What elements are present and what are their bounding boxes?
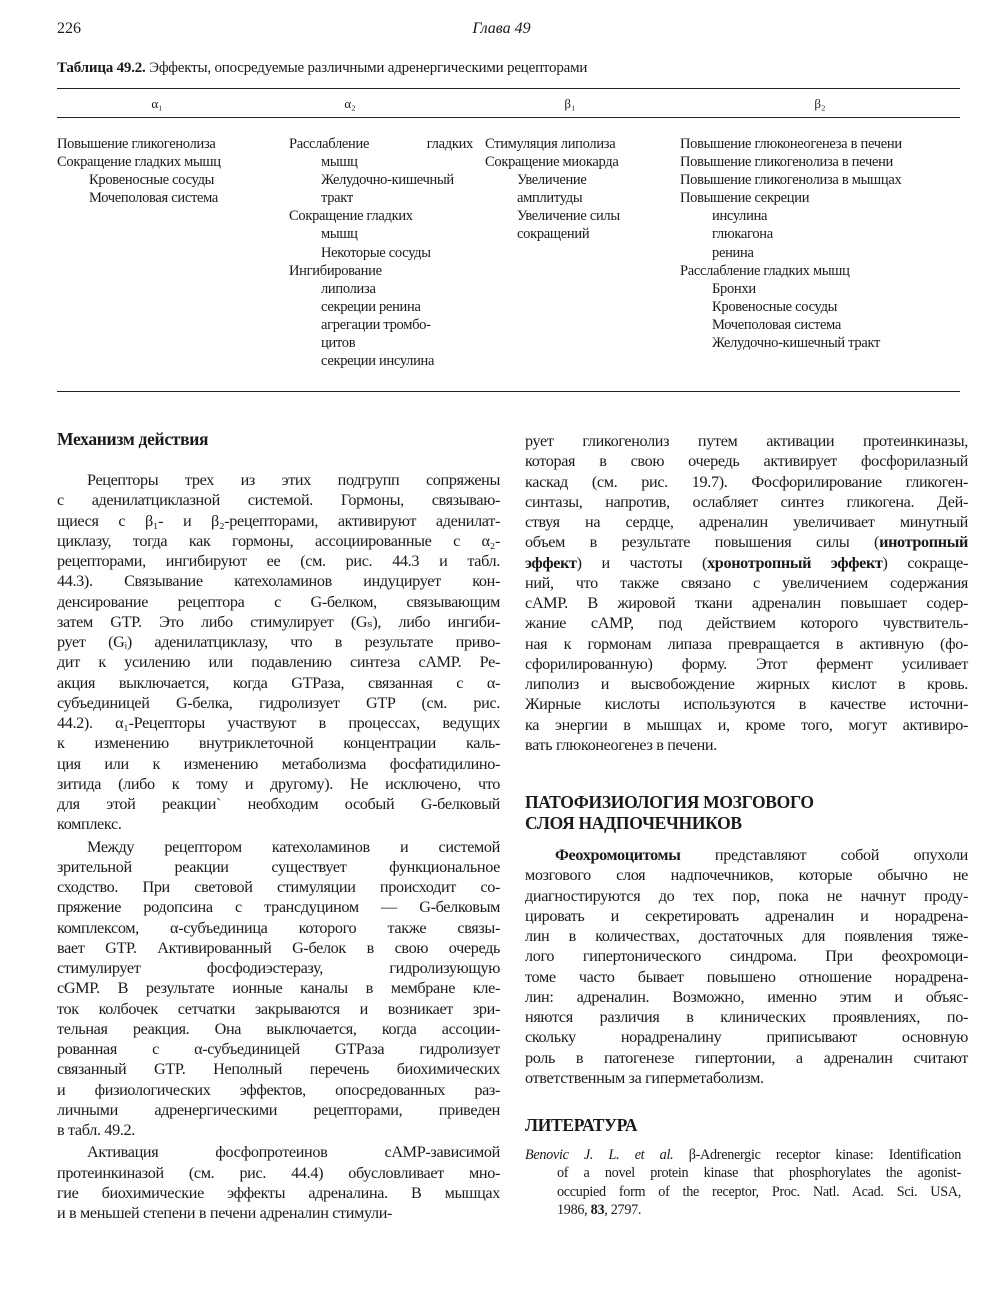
text-line: протеинкиназой (см. рис. 44.4) обусловливает мно- <box>57 1163 500 1182</box>
table-cell: Мочеполовая система <box>89 190 219 207</box>
paragraph <box>57 470 500 835</box>
text-line: объем в результате повышения силы (инотропный <box>525 533 968 552</box>
table-cell: Кровеносные сосуды <box>89 172 215 189</box>
table-cell: Мочеполовая система <box>712 316 842 333</box>
text-line: скольку норадреналину приписывают основную <box>525 1028 968 1047</box>
text-line: синтазы, напротив, ослабляет синтез гликогена. Дей- <box>525 492 968 511</box>
text-line: связанный GTP. Неполный перечень биохимических <box>57 1060 500 1079</box>
table-cell: Бронхи <box>712 280 756 297</box>
table-caption-label: Таблица 49.2. <box>57 60 146 76</box>
table-cell: Повышение гликогенолиза <box>57 136 216 152</box>
right-column-continuation <box>525 431 968 755</box>
table-cell: агрегации тромбо- <box>321 316 431 333</box>
table-cell: глюкагона <box>712 226 773 243</box>
text-line: вает GTP. Активированный G-белок в свою очередь <box>57 938 500 957</box>
literature-heading: ЛИТЕРАТУРА <box>525 1115 638 1135</box>
text-line: и в меньшей степени в печени адреналин стимули- <box>57 1204 393 1222</box>
text-line: ток колбочек сетчатки закрываются и возникает зри- <box>57 999 500 1018</box>
text-line: cAMP. В жировой ткани адреналин повышает содер- <box>525 594 968 612</box>
text-line: стимулирует фосфодиэстеразу, гидролизующую <box>57 959 500 977</box>
text-line: томе часто бывает повышено отношение норадрена- <box>525 967 968 986</box>
text-line: ная к гормонам липаза превращается в активную (фо- <box>525 634 968 653</box>
table-cell: Стимуляция липолиза <box>485 136 616 152</box>
text-line: Активация фосфопротеинов cAMP-зависимой <box>87 1143 500 1162</box>
table-cell: мышц <box>321 226 358 243</box>
text-line: диагностируются до тех пор, пока не начнут проду- <box>525 886 968 905</box>
table-cell: липолиза <box>321 280 376 297</box>
text-line: сфорилированную) форму. Этот фермент усиливает <box>525 654 968 673</box>
text-line: ция или к изменению метаболизма фосфатидилино- <box>57 754 500 773</box>
table-cell: Повышение секреции <box>680 190 810 207</box>
section-heading-mechanism: Механизм действия <box>57 429 209 449</box>
reference-year: 1986, <box>557 1202 591 1219</box>
text-line: для этой реакции` необходим особый G-белковый <box>57 795 500 813</box>
table-bottom-rule <box>57 391 960 392</box>
text-line: денсирование рецептора с G-белком, связывающим <box>57 592 500 611</box>
text-line: ка энергии в мышцах и, кроме того, могут активиро- <box>525 715 968 734</box>
text-line: мозгового слоя надпочечников, которые обычно не <box>525 866 968 885</box>
reference-authors: Benovic J. L. et al. <box>525 1147 674 1163</box>
text-line: cGMP. В результате ионные каналы в мембране кле- <box>57 979 500 998</box>
table-column-alpha2 <box>289 135 473 370</box>
table-cell: Повышение гликогенолиза в мышцах <box>680 172 902 189</box>
table-cell: Сокращение гладких мышц <box>57 154 221 171</box>
table-cell: инсулина <box>712 208 768 225</box>
table-cell: Сокращение гладких <box>289 208 413 225</box>
text-line: рует гликогенолиз путем активации протеинкиназы, <box>525 432 968 450</box>
table-column-beta2 <box>680 135 902 352</box>
heading-line-2: СЛОЯ НАДПОЧЕЧНИКОВ <box>525 813 742 833</box>
text-line: в табл. 49.2. <box>57 1121 135 1139</box>
term-pheochromocytoma: Феохромоцитомы <box>555 846 681 864</box>
table-cell: Некоторые сосуды <box>321 244 431 261</box>
table-top-rule <box>57 88 960 89</box>
table-cell: Кровеносные сосуды <box>712 298 838 315</box>
table-caption-text: Эффекты, опосредуемые различными адренергическими рецепторами <box>145 60 588 76</box>
text-line: зитида (либо к тому и другому). Не исключено, что <box>57 774 500 793</box>
left-column-text <box>57 470 500 1223</box>
table-cell: сокращений <box>517 226 590 243</box>
table-header-alpha2: α₂ <box>344 96 356 111</box>
text-line: ответственным за гиперметаболизм. <box>525 1068 764 1087</box>
text-line: цировать и секретировать адреналин и норадрена- <box>525 906 968 925</box>
text-line: личными адренергическими рецепторами, приведен <box>57 1100 500 1119</box>
text-line: сходство. При световой стимуляции происходит со- <box>57 878 500 896</box>
table-cell: Ингибирование <box>289 262 382 279</box>
text-line: 44.3). Связывание катехоламинов индуцирует кон- <box>57 572 500 591</box>
text-line: к изменению внутриклеточной концентрации каль- <box>57 734 500 753</box>
table-cell: секреции ренина <box>321 298 421 315</box>
table-caption <box>57 60 587 77</box>
text-line: вать глюконеогенез в печени. <box>525 735 717 754</box>
table-cell: мышц <box>321 154 358 171</box>
table-cell: Желудочно-кишечный тракт <box>712 335 881 352</box>
text-line: рует (Gᵢ) аденилатциклазу, что в результате приво- <box>57 633 500 651</box>
text-line: комплексом, α-субъединица которого также связы- <box>57 918 500 937</box>
table-cell: Увеличение <box>517 172 587 189</box>
text-line: няются различия в клинических проявлениях, по- <box>525 1008 968 1026</box>
table-column-beta1 <box>485 135 620 244</box>
text-line: жание cAMP, под действием которого чувствитель- <box>525 614 968 633</box>
text-line: субъединицей G-белка, гидролизует GTP (см. рис. <box>57 693 500 712</box>
text-line: Жирные кислоты используются в качестве источни- <box>525 695 968 714</box>
reference-entry <box>525 1146 961 1220</box>
table-cell: амплитуды <box>517 190 583 207</box>
text-line: циклазу, тогда как гормоны, ассоциированные с α₂- <box>57 531 500 550</box>
table-cell: Желудочно-кишечный <box>321 172 454 189</box>
table-header-beta2: β₂ <box>814 96 826 111</box>
text-line: гие биохимические эффекты адреналина. В мышцах <box>57 1183 500 1202</box>
reference-line: of a novel protein kinase that phosphorylates the agonist- <box>557 1165 961 1182</box>
heading-line-1: ПАТОФИЗИОЛОГИЯ МОЗГОВОГО <box>525 792 814 812</box>
text-line: щиеся с β₁- и β₂-рецепторами, активируют аденилат- <box>57 511 500 530</box>
text-line: затем GTP. Это либо стимулирует (Gₛ), либо ингиби- <box>57 612 500 631</box>
text-line: эффект) и частоты (хронотропный эффект) сокраще- <box>525 553 968 572</box>
reference-volume: 83 <box>590 1202 605 1219</box>
text-line: каскад (см. рис. 19.7). Фосфорилирование гликоген- <box>525 472 968 491</box>
reference-line: occupied form of the receptor, Proc. Natl. Acad. Sci. USA, <box>557 1183 961 1200</box>
text-line: которая в свою очередь активирует фосфорилазный <box>525 452 968 471</box>
table-cell: Расслабление гладких <box>289 136 473 152</box>
table-cell: Увеличение силы <box>517 208 620 225</box>
table-cell: секреции инсулина <box>321 353 435 370</box>
table-header-alpha1: α₁ <box>151 96 163 111</box>
text-line: 44.2). α₁-Рецепторы участвуют в процессах, ведущих <box>57 714 500 732</box>
text-span: представляют собой опухоли <box>680 846 968 864</box>
running-title: Глава 49 <box>472 20 531 37</box>
text-line: дит к усилению или подавлению синтеза cAMP. Ре- <box>57 653 500 672</box>
text-line: комплекс. <box>57 815 122 834</box>
section-heading-pathophysiology <box>525 792 814 834</box>
paragraph <box>57 1142 500 1223</box>
text-line: роль в патогенезе гипертонии, а адреналин считают <box>525 1048 968 1067</box>
page-number: 226 <box>57 20 81 37</box>
table-cell: ренина <box>712 244 754 261</box>
table-column-alpha1 <box>57 135 221 207</box>
text-line: пряжение родопсина с трансдуцином — G-белковым <box>57 898 500 917</box>
table-cell: Сокращение миокарда <box>485 154 619 171</box>
paragraph <box>57 837 500 1141</box>
table-header-rule <box>57 117 960 118</box>
text-line: зрительной реакции существует функциональное <box>57 857 500 876</box>
text-line: рецепторами, ингибируют ее (см. рис. 44.3 и табл. <box>57 552 500 570</box>
text-line: тельная реакция. Она выключается, когда ассоции- <box>57 1019 500 1038</box>
table-cell: цитов <box>321 335 356 352</box>
table-header-beta1: β₁ <box>564 96 576 111</box>
table-cell: Расслабление гладких мышц <box>680 262 850 279</box>
table-cell: Повышение гликогенолиза в печени <box>680 154 894 171</box>
table-cell: Повышение глюконеогенеза в печени <box>680 136 902 152</box>
pheochromocytoma-paragraph <box>525 845 968 1088</box>
text-line: лин: адреналин. Возможно, именно этим и объяс- <box>525 987 968 1006</box>
text-line: и физиологических эффектов, опосредованных раз- <box>57 1080 500 1099</box>
text-line: ствуя на сердце, адреналин увеличивает минутный <box>525 513 968 531</box>
text-line: рованная с α-субъединицей GTPаза гидролизует <box>57 1040 500 1058</box>
text-line: лин в количествах, достаточных для появления тяже- <box>525 927 968 945</box>
reference-pages: , 2797. <box>604 1202 642 1219</box>
text-line: лого гипертонического синдрома. При феохромоци- <box>525 947 968 966</box>
text-line <box>525 845 968 865</box>
text-line: липолиз и высвобождение жирных кислот в кровь. <box>525 675 968 693</box>
text-line: с аденилатциклазной системой. Гормоны, связываю- <box>57 491 500 510</box>
reference-line <box>525 1201 961 1219</box>
table-cell: тракт <box>321 190 353 207</box>
text-line: акция выключается, когда GTPаза, связанная с α- <box>57 673 500 692</box>
text-line: Между рецептором катехоламинов и системой <box>87 837 500 856</box>
text-line: Рецепторы трех из этих подгрупп сопряжены <box>87 471 500 489</box>
text-line: ний, что также связано с увеличением содержания <box>525 573 968 592</box>
reference-title: β-Adrenergic receptor kinase: Identification <box>673 1147 961 1163</box>
